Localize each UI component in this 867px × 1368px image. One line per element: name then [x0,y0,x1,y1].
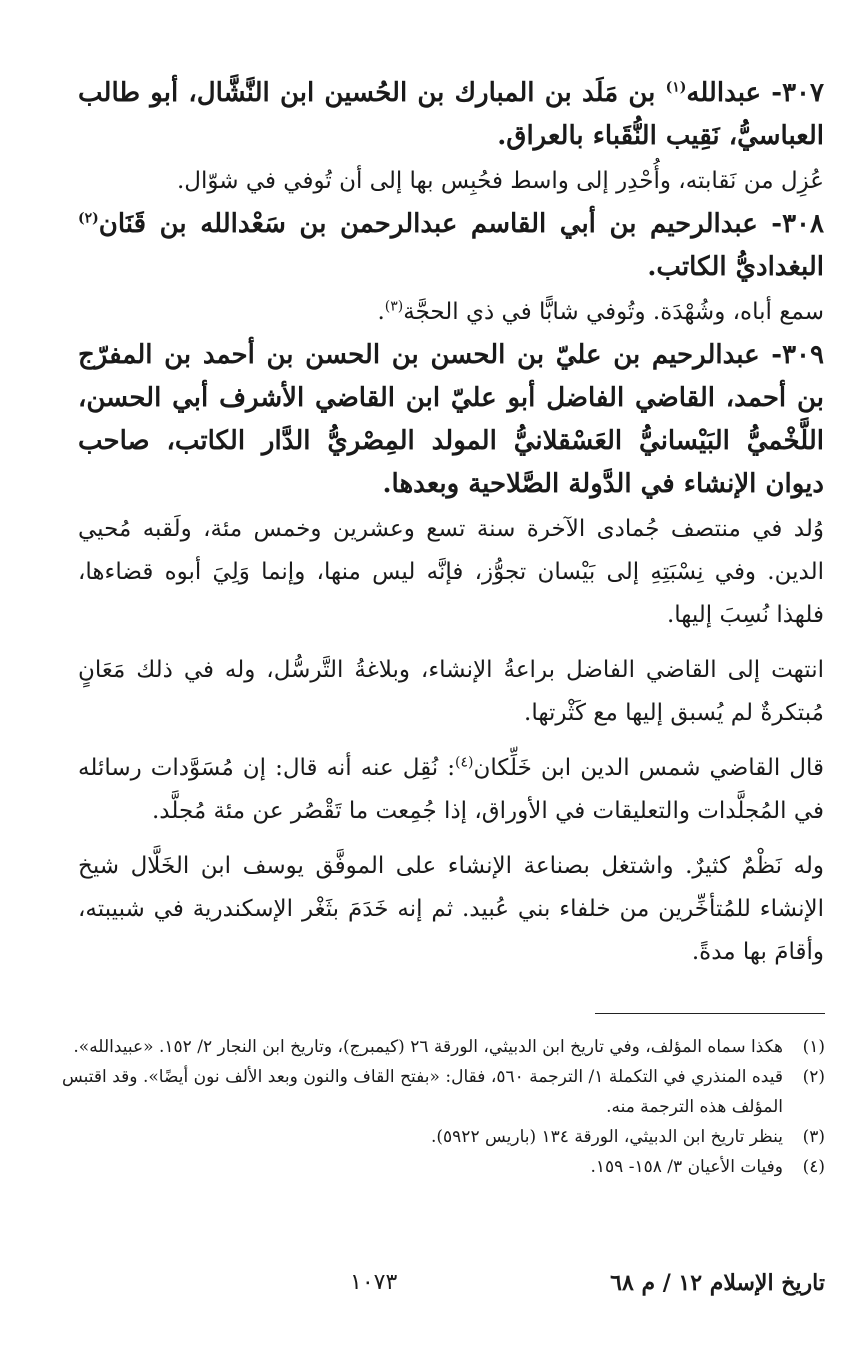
footnote [62,1122,825,1152]
footnote-text: قيده المنذري في التكملة ١/ الترجمة ٥٦٠، فقال: «بفتح القاف والنون وبعد الألف نون أيضًا». وقد اقتبس المؤلف هذه الترجمة منه. [62,1067,783,1117]
entry-name-rest: بن مَلَد بن المبارك بن الحُسين ابن النَّشَّال، أبو طالب العباسيُّ، نَقِيب النُّقَباء بالعراق. [78,78,824,151]
entry-number: ٣٠٧- [771,78,824,108]
entry-309-para-2: انتهت إلى القاضي الفاضل براعةُ الإنشاء، وبلاغةُ التَّرسُّل، وله في ذلك مَعَانٍ مُبتكرةٌ لم يُسبق إليها مع كَثْرتها. [78,657,824,726]
footnote-text: وفيات الأعيان ٣/ ١٥٨- ١٥٩. [590,1157,783,1177]
entry-309-para-1: وُلد في منتصف جُمادى الآخرة سنة تسع وعشرين وخمس مئة، ولَقبه مُحيي الدين. وفي نِسْبَتِهِ إلى بَيْسان تجوُّز، فإنَّه ليس منها، وإنما وَلِيَ أبوه قضاءها، فلهذا نُسِبَ إليها. [78,516,824,628]
footnotes [62,1032,825,1182]
footnote-number: (٣) [802,1127,825,1147]
entry-name: عبدالرحيم بن أبي القاسم عبدالرحمن بن سَعْدالله بن قَنَان [98,209,758,239]
entry-number: ٣٠٨- [771,209,824,239]
footnote-text: ينظر تاريخ ابن الدبيثي، الورقة ١٣٤ (باريس ٥٩٢٢). [431,1127,783,1147]
footnote-number: (٢) [802,1067,825,1087]
entry-309-para-4: وله نَظْمٌ كثيرٌ. واشتغل بصناعة الإنشاء على الموفَّق يوسف ابن الخَلَّال شيخ الإنشاء للمُتأخِّرين من خلفاء بني عُبيد. ثم إنه خَدَمَ بثَغْر الإسكندرية في شبيبته، وأقامَ بها مدةً. [78,853,824,965]
entry-text-rest: : نُقِل عنه أنه قال: إن مُسَوَّدات رسائله في المُجلَّدات والتعليقات في الأوراق، إذا جُمِعت ما تَقْصُر عن مئة مُجلَّد. [78,755,824,824]
entry-name: عبدالله [686,78,762,108]
entry-308-heading [78,203,824,289]
entry-text-end: . [377,299,385,325]
footnote-ref[interactable]: (٢) [78,210,99,227]
entry-number: ٣٠٩- [771,340,824,370]
page-footer [300,1270,825,1296]
footnote [62,1152,825,1182]
footnote-text: هكذا سماه المؤلف، وفي تاريخ ابن الدبيثي، الورقة ٢٦ (كيمبرج)، وتاريخ ابن النجار ٢/ ١٥٢. «عبيدالله». [73,1037,783,1057]
footnote [62,1062,825,1122]
footnote [62,1032,825,1062]
page-body [78,72,824,974]
entry-name: عبدالرحيم بن عليّ بن الحسن بن الحسن بن أحمد بن المفرّج بن أحمد، القاضي الفاضل أبو عليّ ابن القاضي الأشرف أبي الحسن، اللَّخْميُّ البَيْسانيُّ العَسْقلانيُّ المولد المِصْريُّ الدَّار الكاتب، صاحب ديوان الإنشاء في الدَّولة الصَّلاحية وبعدها. [78,340,824,499]
entry-309-para-3 [78,747,824,833]
footnote-ref[interactable]: (٣) [384,298,404,315]
entry-text: قال القاضي شمس الدين ابن خَلِّكان [473,755,825,781]
footnote-number: (٤) [802,1157,825,1177]
footnote-number: (١) [802,1037,825,1057]
entry-308-text [78,291,824,334]
footnote-divider [595,1013,825,1014]
entry-text: سمع أباه، وشُهْدَة. وتُوفي شابًّا في ذي الحجَّة [403,299,824,325]
entry-name-rest: البغداديُّ الكاتب. [647,252,824,282]
entry-307-text: عُزِل من نَقابته، وأُحْدِر إلى واسط فحُبِس بها إلى أن تُوفي في شوّال. [176,168,824,194]
entry-307-heading [78,72,824,158]
footnote-ref[interactable]: (٤) [454,754,474,771]
book-title: تاريخ الإسلام ١٢ / م ٦٨ [610,1270,825,1296]
page-number: ١٠٧٣ [350,1270,398,1295]
entry-309-heading [78,334,824,506]
footnote-ref[interactable]: (١) [665,79,687,96]
